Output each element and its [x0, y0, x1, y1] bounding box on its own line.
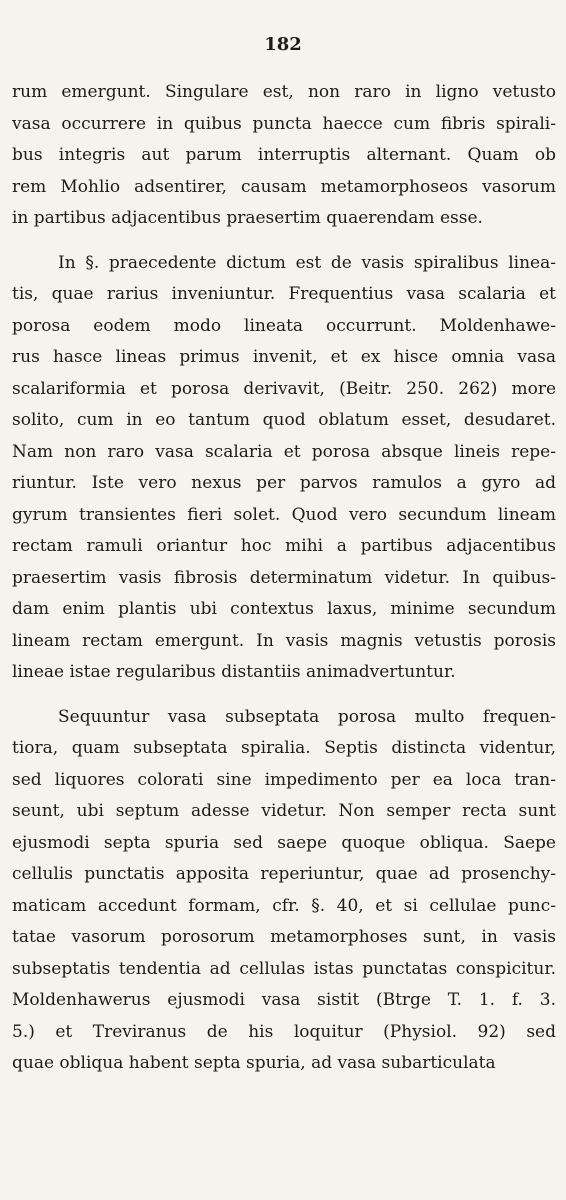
text-line: cellulis punctatis apposita reperiuntur, quae ad prosenchy-	[12, 864, 556, 884]
text-line: in partibus adjacentibus praesertim quaerendam esse.	[12, 208, 483, 228]
text-line: rum emergunt. Singulare est, non raro in ligno vetusto	[12, 82, 556, 102]
text-line: gyrum transientes fieri solet. Quod vero secundum lineam	[12, 504, 556, 525]
text-line: Nam non raro vasa scalaria et porosa absque lineis repe-	[12, 441, 556, 462]
paragraph-gap	[12, 689, 556, 702]
text-line: tis, quae rarius inveniuntur. Frequentius vasa scalaria et	[12, 284, 556, 304]
text-line: Moldenhawerus ejusmodi vasa sistit (Btrge T. 1. f. 3.	[12, 990, 556, 1010]
paragraph	[12, 248, 556, 689]
text-line: maticam accedunt formam, cfr. §. 40, et si cellulae punc-	[12, 895, 556, 916]
text-line: lineae istae regularibus distantiis animadvertuntur.	[12, 662, 456, 682]
text-line: tiora, quam subseptata spiralia. Septis distincta videntur,	[12, 738, 556, 758]
page-number: 182	[264, 34, 302, 55]
paragraph	[12, 702, 556, 1080]
text-line: porosa eodem modo lineata occurrunt. Moldenhawe-	[12, 315, 556, 336]
text-line: ejusmodi septa spuria sed saepe quoque obliqua. Saepe	[12, 832, 556, 853]
text-line: solito, cum in eo tantum quod oblatum esset, desudaret.	[12, 410, 556, 430]
paragraph	[12, 77, 556, 235]
text-line: 5.) et Treviranus de his loquitur (Physiol. 92) sed	[12, 1021, 556, 1042]
text-line: subseptatis tendentia ad cellulas istas punctatas conspicitur.	[12, 958, 556, 979]
text-line: quae obliqua habent septa spuria, ad vasa subarticulata	[12, 1053, 496, 1073]
text-line: tatae vasorum porosorum metamorphoses sunt, in vasis	[12, 927, 556, 947]
paragraph-gap	[12, 235, 556, 248]
text-line: In §. praecedente dictum est de vasis spiralibus linea-	[58, 252, 556, 273]
text-line: Sequuntur vasa subseptata porosa multo frequen-	[58, 706, 556, 727]
text-line: rus hasce lineas primus invenit, et ex hisce omnia vasa	[12, 347, 556, 367]
text-line: sed liquores colorati sine impedimento per ea loca tran-	[12, 769, 556, 790]
text-line: dam enim plantis ubi contextus laxus, minime secundum	[12, 599, 556, 619]
text-line: scalariformia et porosa derivavit, (Beitr. 250. 262) more	[12, 378, 556, 399]
text-line: praesertim vasis fibrosis determinatum videtur. In quibus-	[12, 567, 556, 588]
text-line: seunt, ubi septum adesse videtur. Non semper recta sunt	[12, 801, 556, 821]
text-line: bus integris aut parum interruptis alternant. Quam ob	[12, 145, 556, 165]
body-text	[12, 77, 556, 1080]
text-line: rectam ramuli oriantur hoc mihi a partibus adjacentibus	[12, 536, 556, 556]
text-line: lineam rectam emergunt. In vasis magnis vetustis porosis	[12, 630, 556, 651]
text-line: vasa occurrere in quibus puncta haecce cum fibris spirali-	[12, 113, 556, 134]
text-line: riuntur. Iste vero nexus per parvos ramulos a gyro ad	[12, 473, 556, 493]
text-line: rem Mohlio adsentirer, causam metamorphoseos vasorum	[12, 176, 556, 197]
